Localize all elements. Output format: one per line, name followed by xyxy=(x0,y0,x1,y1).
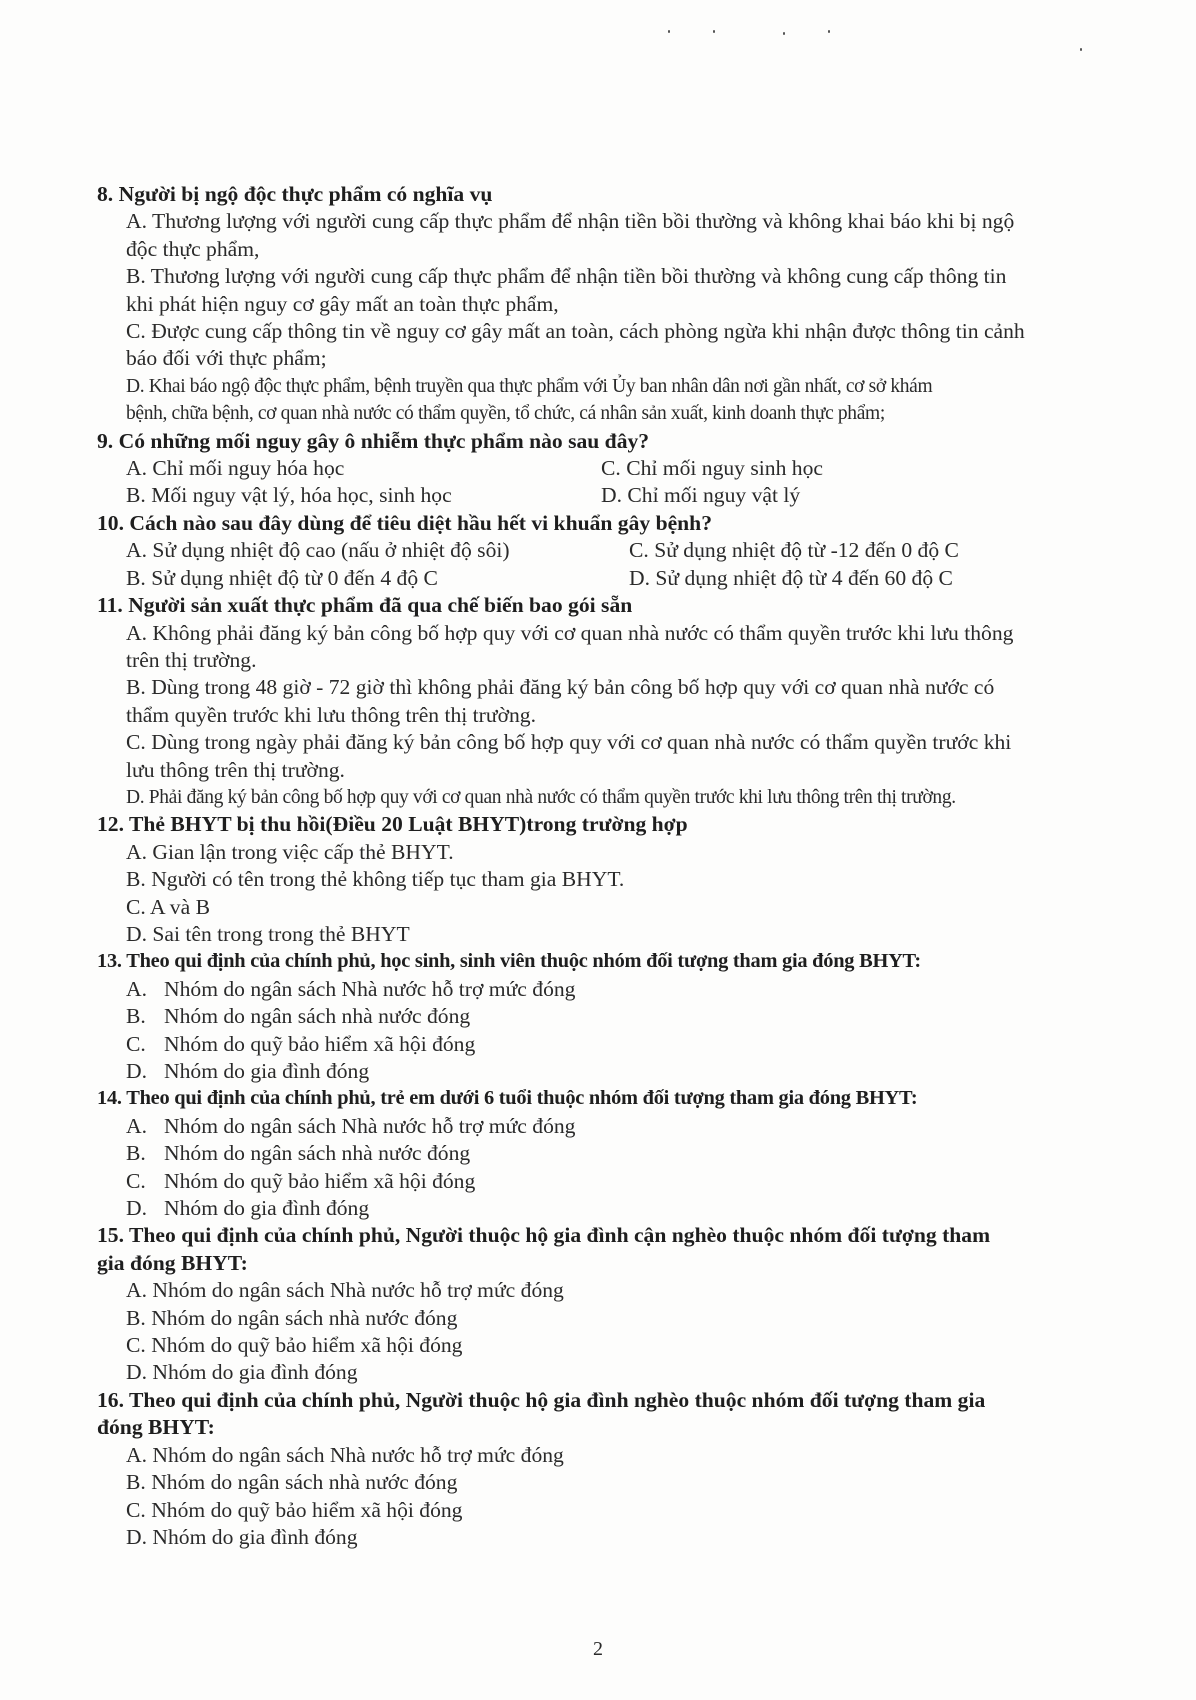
option-row xyxy=(97,455,1127,482)
option-b: B. Nhóm do ngân sách nhà nước đóng xyxy=(126,1305,458,1330)
question-title: 12. Thẻ BHYT bị thu hồi(Điều 20 Luật BHYT)trong trường hợp xyxy=(97,812,688,837)
option-c: C. Nhóm do quỹ bảo hiểm xã hội đóng xyxy=(126,1333,463,1358)
option-line: C. Dùng trong ngày phải đăng ký bản công bố hợp quy với cơ quan nhà nước có thẩm quyền trước khi xyxy=(126,730,1012,755)
option-a: A. Chỉ mối nguy hóa học xyxy=(126,456,345,481)
option-letter: C. xyxy=(126,1168,146,1193)
option-letter: B. xyxy=(126,1141,146,1166)
option-d: D. Chỉ mối nguy vật lý xyxy=(601,483,801,508)
option-line: trên thị trường. xyxy=(126,647,257,672)
option-d xyxy=(97,1058,1127,1085)
option-letter: D. xyxy=(126,1196,147,1221)
option-c xyxy=(97,1168,1127,1195)
question-title-line: gia đóng BHYT: xyxy=(97,1250,248,1275)
option-b: B. Người có tên trong thẻ không tiếp tục tham gia BHYT. xyxy=(126,867,625,892)
option-line: B. Thương lượng với người cung cấp thực phẩm để nhận tiền bồi thường và không cung cấp thông tin xyxy=(126,264,1007,289)
option-c: C. Chỉ mối nguy sinh học xyxy=(601,456,823,481)
option-a xyxy=(97,1113,1127,1140)
option-text: Nhóm do quỹ bảo hiểm xã hội đóng xyxy=(164,1168,476,1193)
option-text: Nhóm do gia đình đóng xyxy=(164,1059,370,1083)
question-title-line: 16. Theo qui định của chính phủ, Người thuộc hộ gia đình nghèo thuộc nhóm đối tượng tham gia xyxy=(97,1387,986,1412)
option-line: B. Dùng trong 48 giờ - 72 giờ thì không phải đăng ký bản công bố hợp quy với cơ quan nhà nước có xyxy=(126,675,995,700)
option-b: B. Nhóm do ngân sách nhà nước đóng xyxy=(126,1470,458,1495)
option-text: Nhóm do ngân sách nhà nước đóng xyxy=(164,1141,471,1166)
option-row xyxy=(97,537,1127,564)
question-15 xyxy=(97,1222,1127,1386)
option-row xyxy=(97,482,1127,509)
question-9 xyxy=(97,428,1127,510)
question-16 xyxy=(97,1387,1127,1551)
option-b: B. Mối nguy vật lý, hóa học, sinh học xyxy=(126,483,452,508)
option-letter: D. xyxy=(126,1059,147,1083)
option-line: khi phát hiện nguy cơ gây mất an toàn thực phẩm, xyxy=(126,291,559,316)
option-line: lưu thông trên thị trường. xyxy=(126,757,345,782)
question-title: 11. Người sản xuất thực phẩm đã qua chế biến bao gói sẵn xyxy=(97,593,633,618)
option-line: bệnh, chữa bệnh, cơ quan nhà nước có thẩm quyền, tổ chức, cá nhân sản xuất, kinh doanh thực phẩm; xyxy=(126,403,885,425)
option-d: D. Nhóm do gia đình đóng xyxy=(126,1524,358,1549)
option-d: D. Sử dụng nhiệt độ từ 4 đến 60 độ C xyxy=(629,565,953,590)
question-12 xyxy=(97,811,1127,948)
question-8 xyxy=(97,181,1127,428)
scan-speck xyxy=(828,30,830,33)
option-text: Nhóm do ngân sách nhà nước đóng xyxy=(164,1004,471,1029)
question-10 xyxy=(97,510,1127,592)
question-title-line: đóng BHYT: xyxy=(97,1415,215,1440)
option-line: báo đối với thực phẩm; xyxy=(126,346,327,371)
option-b: B. Sử dụng nhiệt độ từ 0 đến 4 độ C xyxy=(126,565,438,590)
option-line: A. Thương lượng với người cung cấp thực phẩm để nhận tiền bồi thường và không khai báo khi bị ngộ xyxy=(126,209,1015,234)
option-line: thẩm quyền trước khi lưu thông trên thị trường. xyxy=(126,702,536,727)
scan-speck xyxy=(783,32,785,35)
option-d: D. Nhóm do gia đình đóng xyxy=(126,1360,358,1385)
option-c xyxy=(97,1031,1127,1058)
question-title-line: 15. Theo qui định của chính phủ, Người thuộc hộ gia đình cận nghèo thuộc nhóm đối tượng tham xyxy=(97,1223,991,1248)
scan-speck xyxy=(1080,48,1082,51)
option-b xyxy=(97,1003,1127,1030)
page-number: 2 xyxy=(593,1638,603,1660)
option-a: A. Sử dụng nhiệt độ cao (nấu ở nhiệt độ sôi) xyxy=(126,538,510,563)
option-a: A. Gian lận trong việc cấp thẻ BHYT. xyxy=(126,839,454,864)
option-text: Nhóm do ngân sách Nhà nước hỗ trợ mức đóng xyxy=(164,1113,576,1138)
option-letter: B. xyxy=(126,1004,146,1029)
option-d xyxy=(97,1195,1127,1222)
question-title: 13. Theo qui định của chính phủ, học sinh, sinh viên thuộc nhóm đối tượng tham gia đóng BHYT: xyxy=(97,950,921,973)
scan-speck xyxy=(668,30,670,33)
option-d: D. Sai tên trong trong thẻ BHYT xyxy=(126,921,410,946)
option-a: A. Nhóm do ngân sách Nhà nước hỗ trợ mức đóng xyxy=(126,1442,564,1467)
question-11 xyxy=(97,592,1127,811)
option-c: C. Nhóm do quỹ bảo hiểm xã hội đóng xyxy=(126,1497,463,1522)
option-line: D. Khai báo ngộ độc thực phẩm, bệnh truyền qua thực phẩm với Ủy ban nhân dân nơi gần nhất, cơ sở khám xyxy=(126,375,933,397)
question-title: 9. Có những mối nguy gây ô nhiễm thực phẩm nào sau đây? xyxy=(97,428,650,453)
question-14 xyxy=(97,1085,1127,1222)
option-row xyxy=(97,565,1127,592)
option-line: A. Không phải đăng ký bản công bố hợp quy với cơ quan nhà nước có thẩm quyền trước khi lưu thông xyxy=(126,620,1014,645)
question-title: 8. Người bị ngộ độc thực phẩm có nghĩa vụ xyxy=(97,182,493,206)
option-letter: A. xyxy=(126,976,147,1001)
option-c: C. A và B xyxy=(126,894,210,919)
option-text: Nhóm do quỹ bảo hiểm xã hội đóng xyxy=(164,1031,476,1056)
option-line: C. Được cung cấp thông tin về nguy cơ gây mất an toàn, cách phòng ngừa khi nhận được thông tin cảnh xyxy=(126,319,1025,344)
option-a: A. Nhóm do ngân sách Nhà nước hỗ trợ mức đóng xyxy=(126,1278,564,1303)
option-line: D. Phải đăng ký bản công bố hợp quy với cơ quan nhà nước có thẩm quyền trước khi lưu thông trên thị trường. xyxy=(126,786,956,808)
question-title: 14. Theo qui định của chính phủ, trẻ em dưới 6 tuổi thuộc nhóm đối tượng tham gia đóng BHYT: xyxy=(97,1087,918,1110)
option-b xyxy=(97,1140,1127,1167)
option-c: C. Sử dụng nhiệt độ từ -12 đến 0 độ C xyxy=(629,538,959,563)
question-list xyxy=(97,181,1127,1551)
scan-speck xyxy=(713,30,715,33)
question-13 xyxy=(97,948,1127,1085)
option-line: độc thực phẩm, xyxy=(126,236,260,261)
option-letter: A. xyxy=(126,1113,147,1138)
option-text: Nhóm do ngân sách Nhà nước hỗ trợ mức đóng xyxy=(164,976,576,1001)
option-letter: C. xyxy=(126,1031,146,1056)
option-text: Nhóm do gia đình đóng xyxy=(164,1196,370,1221)
option-a xyxy=(97,976,1127,1003)
question-title: 10. Cách nào sau đây dùng để tiêu diệt hầu hết vi khuẩn gây bệnh? xyxy=(97,510,712,535)
